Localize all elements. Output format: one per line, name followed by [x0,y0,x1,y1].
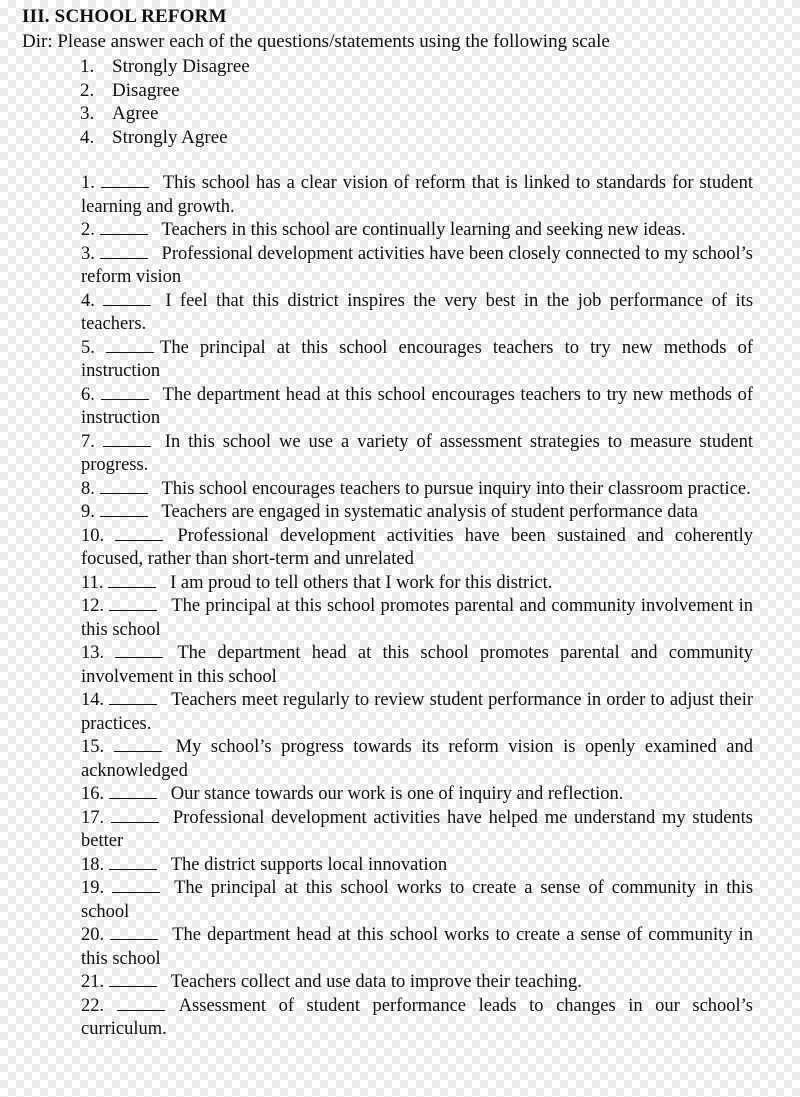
answer-blank[interactable] [110,924,158,940]
question-number: 7. [81,431,95,452]
question-item [81,172,753,219]
question-item [81,290,753,337]
question-number: 18. [81,854,105,875]
question-text: Professional development activities have been closely connected to my school’s reform vision [81,243,754,287]
answer-blank[interactable] [114,736,162,752]
answer-blank[interactable] [100,478,148,494]
scale-item [80,79,250,103]
question-text: Assessment of student performance leads to changes in our school’s curriculum. [81,995,754,1039]
question-item [81,783,753,807]
question-number: 19. [81,878,105,898]
question-text: The department head at this school works to create a sense of community in this school [81,925,754,969]
question-number: 12. [81,596,105,616]
question-text: The district supports local innovation [170,854,448,875]
question-number: 17. [81,807,105,828]
answer-blank[interactable] [109,783,157,799]
scale-number: 4. [80,126,95,148]
question-item [81,501,753,525]
answer-blank[interactable] [103,290,151,306]
question-number: 4. [81,290,95,311]
scale-number: 3. [80,103,95,124]
question-number: 1. [81,173,95,193]
answer-blank[interactable] [115,525,163,541]
question-text: Teachers meet regularly to review student performance in order to adjust their practices. [81,690,754,734]
scale-number: 1. [80,56,95,77]
question-number: 22. [81,995,105,1016]
question-item [81,642,753,689]
question-item [81,736,753,783]
question-item [81,595,753,642]
question-item [81,572,753,596]
question-number: 9. [81,502,95,522]
question-text: Professional development activities have been sustained and coherently focused, rather than short-term and unrelated [81,525,754,569]
answer-blank[interactable] [109,595,157,611]
directions-text: Dir: Please answer each of the questions/statements using the following scale [22,31,610,52]
answer-blank[interactable] [115,642,163,658]
question-number: 21. [81,972,105,992]
question-item [81,971,753,995]
question-item [81,384,753,431]
scale-label: Agree [112,103,159,124]
question-item [81,995,753,1042]
answer-blank[interactable] [109,689,157,705]
question-text: Our stance towards our work is one of inquiry and reflection. [170,784,624,804]
answer-blank[interactable] [100,219,148,235]
answer-blank[interactable] [112,877,160,893]
question-text: I am proud to tell others that I work for this district. [170,572,553,593]
scale-label: Strongly Agree [112,126,228,148]
scale-item [80,102,250,126]
answer-blank[interactable] [101,384,149,400]
question-text: In this school we use a variety of assessment strategies to measure student progress. [81,431,753,475]
question-item [81,431,753,478]
answer-blank[interactable] [108,572,156,588]
question-text: The principal at this school promotes parental and community involvement in this school [81,596,753,640]
question-item [81,525,753,572]
question-number: 16. [81,784,105,804]
scale-item [80,126,250,150]
question-item [81,243,753,290]
question-item [81,219,753,243]
scale-number: 2. [80,79,95,101]
question-text: Professional development activities have helped me understand my students better [81,807,754,851]
answer-blank[interactable] [100,243,148,259]
question-list [81,172,753,1042]
question-item [81,337,753,384]
question-text: I feel that this district inspires the very best in the job performance of its teachers. [81,290,754,334]
question-text: My school’s progress towards its reform vision is openly examined and acknowledged [81,737,754,781]
question-item [81,807,753,854]
question-text: Teachers in this school are continually learning and seeking new ideas. [161,220,686,240]
section-title: III. SCHOOL REFORM [22,6,227,27]
question-item [81,877,753,924]
question-number: 6. [81,384,95,405]
question-number: 14. [81,690,105,710]
scale-item [80,55,250,79]
question-number: 8. [81,478,95,499]
question-text: The principal at this school works to create a sense of community in this school [81,878,754,922]
rating-scale-list [80,55,250,149]
answer-blank[interactable] [117,995,165,1011]
question-number: 13. [81,643,105,663]
answer-blank[interactable] [106,337,154,353]
question-number: 3. [81,243,95,264]
answer-blank[interactable] [103,431,151,447]
question-text: The department head at this school encourages teachers to try new methods of instruction [81,384,754,428]
answer-blank[interactable] [109,854,157,870]
answer-blank[interactable] [109,971,157,987]
question-number: 10. [81,525,105,546]
question-number: 11. [81,572,104,593]
question-item [81,854,753,878]
scale-label: Disagree [112,79,180,101]
question-text: This school has a clear vision of reform that is linked to standards for student learning and growth. [81,173,754,217]
answer-blank[interactable] [101,172,149,188]
question-text: The department head at this school promotes parental and community involvement in this school [81,643,753,687]
answer-blank[interactable] [111,807,159,823]
question-text: The principal at this school encourages teachers to try new methods of instruction [81,337,754,381]
question-number: 5. [81,337,95,358]
question-number: 15. [81,737,105,757]
question-item [81,924,753,971]
question-number: 20. [81,925,105,945]
question-text: This school encourages teachers to pursue inquiry into their classroom practice. [161,478,751,499]
answer-blank[interactable] [100,501,148,517]
question-item [81,689,753,736]
question-text: Teachers are engaged in systematic analysis of student performance data [161,502,699,522]
question-item [81,478,753,502]
question-number: 2. [81,220,95,240]
question-text: Teachers collect and use data to improve their teaching. [170,972,582,992]
scale-label: Strongly Disagree [112,56,250,77]
